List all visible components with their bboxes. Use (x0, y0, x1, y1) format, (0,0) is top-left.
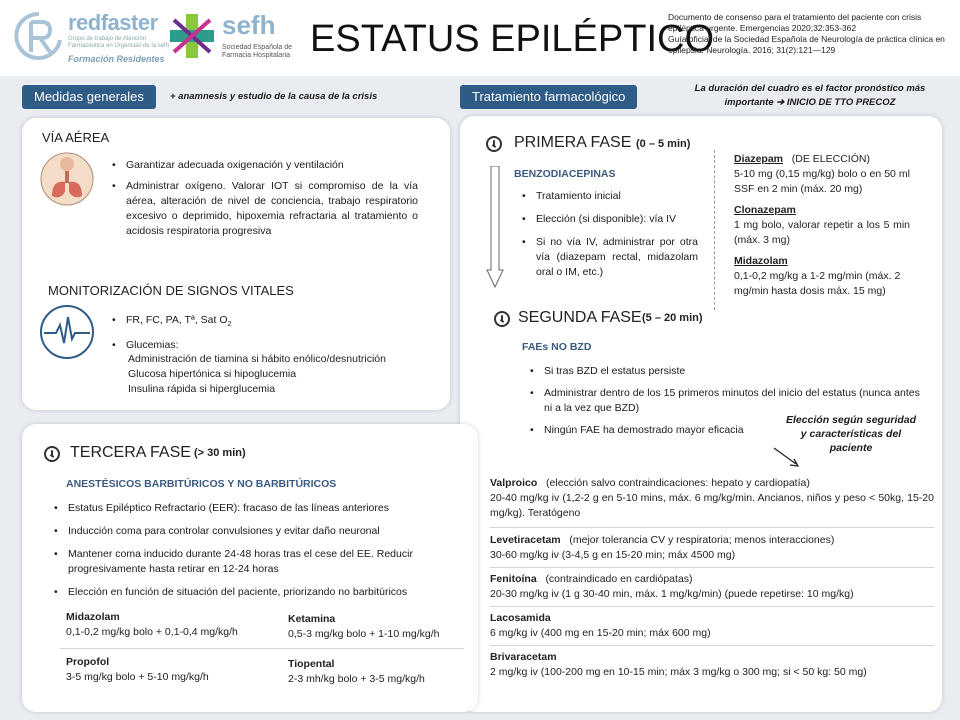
levetiracetam-name: Levetiracetam (490, 534, 561, 546)
redfaster-logo-name: redfaster (68, 10, 158, 35)
tercera-fase-item-3: • Mantener coma inducido durante 24-48 horas tras el cese del EE. Reducir progresivamente hasta retirar en 12-24 horas (54, 547, 470, 577)
tercera-fase-range: (> 30 min) (194, 447, 246, 459)
diazepam-block (734, 152, 910, 197)
tercera-fase-item-4: • Elección en función de situación del paciente, priorizando no barbitúricos (54, 585, 470, 600)
tiopental-block (288, 657, 472, 687)
redfaster-formacion-label: Formación Residentes (68, 54, 165, 64)
vital-signs-text: FR, FC, PA, Tª, Sat O (126, 314, 228, 326)
brivaracetam-dose: 2 mg/kg iv (100-200 mg en 10-15 min; máx 3 mg/kg o 300 mg; si < 50 kg: 50 mg) (490, 666, 867, 678)
reference-1: Documento de consenso para el tratamiento del paciente con crisis epiléptica urgente. Emergencias 2020;32:353-362 (668, 12, 922, 33)
monitorizacion-item-1 (112, 313, 442, 332)
levetiracetam-note: (mejor tolerancia CV y respiratoria; menos interacciones) (569, 534, 835, 546)
clonazepam-block (734, 203, 910, 248)
clonazepam-dose: 1 mg bolo, valorar repetir a los 5 min (máx. 3 mg) (734, 219, 910, 246)
midazolam-block (734, 254, 910, 299)
primera-fase-drugs (734, 152, 910, 299)
monitorizacion-item-2: • Glucemias: (112, 338, 442, 353)
glucemias-item-1: Administración de tiamina si hábito enólico/desnutrición (128, 353, 386, 365)
levetiracetam-dose: 30-60 mg/kg iv (3-4,5 g en 15-20 min; máx 4500 mg) (490, 549, 736, 561)
eleccion-line-2: y características del (800, 428, 902, 440)
via-aerea-item-2: • Administrar oxígeno. Valorar IOT si compromiso de la vía aérea, alteración de nivel de conciencia, trabajo respiratorio excesivo o deprimido, hipoxemia refractaria al tratamiento o acidosis respiratoria progresiva (112, 179, 418, 239)
clonazepam-name: Clonazepam (734, 204, 796, 216)
reference-2: Guía oficial de la Sociedad Española de Neurología de práctica clínica en epilepsia. Neurología. 2016; 31(2):121—129 (668, 34, 945, 55)
arrow-right-icon: ➔ (776, 97, 785, 108)
midazolam-name: Midazolam (734, 255, 788, 267)
glucemias-list (128, 352, 448, 397)
sefh-logo-name: sefh (222, 10, 276, 40)
monitorizacion-list (112, 313, 442, 353)
ketamina-block (288, 612, 472, 642)
segunda-fase-item-2: • Administrar dentro de los 15 primeros minutos del inicio del estatus (nunca antes ni a la vez que BZD) (530, 386, 922, 416)
clock-icon (486, 136, 502, 152)
primera-fase-item-1: • Tratamiento inicial (522, 189, 698, 204)
glucemias-item-2: Glucosa hipertónica si hipoglucemia (128, 368, 297, 380)
lacosamida-block (490, 607, 934, 645)
sefh-logo-icon (168, 10, 216, 62)
tercera-fase-item-2: • Inducción coma para controlar convulsiones y evitar daño neuronal (54, 524, 470, 539)
references (668, 12, 956, 56)
via-aerea-heading: VÍA AÉREA (42, 130, 110, 145)
propofol-name: Propofol (66, 656, 110, 668)
tercera-fase-title: TERCERA FASE (70, 444, 191, 461)
diazepam-name: Diazepam (734, 153, 784, 165)
primera-fase-divider (714, 150, 715, 310)
redfaster-logo-subtitle: Grupo de trabajo de Atención Farmacéutica en Urgencias de la sefh (68, 36, 170, 49)
levetiracetam-block (490, 528, 934, 567)
primera-fase-title: PRIMERA FASE (514, 134, 632, 151)
segunda-fase-item-1: • Si tras BZD el estatus persiste (530, 364, 930, 379)
lungs-icon (40, 152, 94, 206)
primera-fase-item-3: • Si no vía IV, administrar por otra vía (diazepam rectal, midazolam oral o IM, etc.) (522, 235, 698, 280)
midazolam-coma-dose: 0,1-0,2 mg/kg bolo + 0,1-0,4 mg/kg/h (66, 626, 238, 638)
midazolam-coma-block (66, 610, 276, 640)
ketamina-name: Ketamina (288, 613, 336, 625)
valproico-note: (elección salvo contraindicaciones: hepato y cardiopatía) (546, 477, 810, 489)
tratamiento-note (660, 82, 960, 110)
segunda-fase-range: (5 – 20 min) (642, 312, 703, 324)
tercera-fase-list (54, 501, 470, 600)
eleccion-line-3: paciente (829, 442, 873, 454)
tab-medidas-generales[interactable]: Medidas generales (22, 85, 156, 109)
sefh-logo-subtitle: Sociedad Española de Farmacia Hospitalaria (222, 44, 293, 59)
tiopental-name: Tiopental (288, 658, 335, 670)
via-aerea-item-1: • Garantizar adecuada oxigenación y ventilación (112, 158, 418, 173)
brivaracetam-block (490, 646, 934, 680)
fenitoina-block (490, 568, 934, 606)
lacosamida-dose: 6 mg/kg iv (400 mg en 15-20 min; máx 600 mg) (490, 627, 711, 639)
via-aerea-list (112, 158, 418, 239)
valproico-block (490, 476, 934, 527)
eleccion-line-1: Elección según seguridad (785, 414, 917, 426)
midazolam-coma-name: Midazolam (66, 611, 120, 623)
fenitoina-name: Fenitoína (490, 573, 537, 585)
lacosamida-name: Lacosamida (490, 612, 551, 624)
diazepam-note: (DE ELECCIÓN) (791, 153, 870, 165)
tratamiento-note-line-3: INICIO DE TTO PRECOZ (786, 97, 896, 108)
segunda-fase-title: SEGUNDA FASE (518, 309, 642, 326)
tiopental-dose: 2-3 mh/kg bolo + 3-5 mg/kg/h (288, 673, 425, 685)
segunda-fase-item-3: • Ningún FAE ha demostrado mayor eficacia (530, 423, 930, 438)
segunda-fase-drugs (490, 476, 934, 680)
o2-subscript: 2 (227, 321, 232, 329)
tratamiento-note-line-1: La duración del cuadro es el factor pronóstico más (694, 83, 926, 94)
tratamiento-note-line-2: importante (724, 97, 774, 108)
tercera-fase-item-1: • Estatus Epiléptico Refractario (EER): fracaso de las líneas anteriores (54, 501, 470, 516)
primera-fase-subhead: BENZODIACEPINAS (514, 168, 616, 180)
primera-fase-range: (0 – 5 min) (636, 138, 691, 150)
glucemias-item-3: Insulina rápida si hiperglucemia (128, 383, 276, 395)
valproico-dose: 20-40 mg/kg iv (1,2-2 g en 5-10 mins, máx. 6 mg/kg/min. Ancianos, niños y peso < 50kg, 15-20 mg/kg). Teratógeno (490, 492, 934, 519)
tab-tratamiento-farmacologico[interactable]: Tratamiento farmacológico (460, 85, 637, 109)
tercera-fase-subhead: ANESTÉSICOS BARBITÚRICOS Y NO BARBITÚRICOS (66, 478, 337, 490)
medidas-note: + anamnesis y estudio de la causa de la crisis (170, 91, 378, 102)
segunda-fase-subhead: FAEs NO BZD (522, 341, 592, 353)
primera-fase-item-2: • Elección (si disponible): vía IV (522, 212, 698, 227)
redfaster-logo-icon (14, 10, 64, 62)
propofol-block (66, 655, 276, 685)
clock-icon (494, 311, 510, 327)
valproico-name: Valproico (490, 477, 538, 489)
page-title: ESTATUS EPILÉPTICO (310, 18, 715, 60)
arrow-down-right-icon (772, 446, 802, 470)
brivaracetam-name: Brivaracetam (490, 651, 557, 663)
propofol-dose: 3-5 mg/kg bolo + 5-10 mg/kg/h (66, 671, 209, 683)
arrow-down-icon (486, 166, 504, 288)
diazepam-dose: 5-10 mg (0,15 mg/kg) bolo o en 50 ml SSF en 2 min (máx. 20 mg) (734, 168, 910, 195)
divider (60, 648, 464, 649)
heart-monitor-icon (40, 305, 94, 359)
primera-fase-list (522, 189, 698, 280)
ketamina-dose: 0,5-3 mg/kg bolo + 1-10 mg/kg/h (288, 628, 440, 640)
midazolam-dose: 0,1-0,2 mg/kg a 1-2 mg/min (máx. 2 mg/min hasta dosis máx. 15 mg) (734, 270, 901, 297)
fenitoina-note: (contraindicado en cardiópatas) (545, 573, 693, 585)
monitorizacion-heading: MONITORIZACIÓN DE SIGNOS VITALES (48, 283, 294, 298)
clock-icon (44, 446, 60, 462)
fenitoina-dose: 20-30 mg/kg iv (1 g 30-40 min, máx. 1 mg/kg/min) (puede repetirse: 10 mg/kg) (490, 588, 854, 600)
